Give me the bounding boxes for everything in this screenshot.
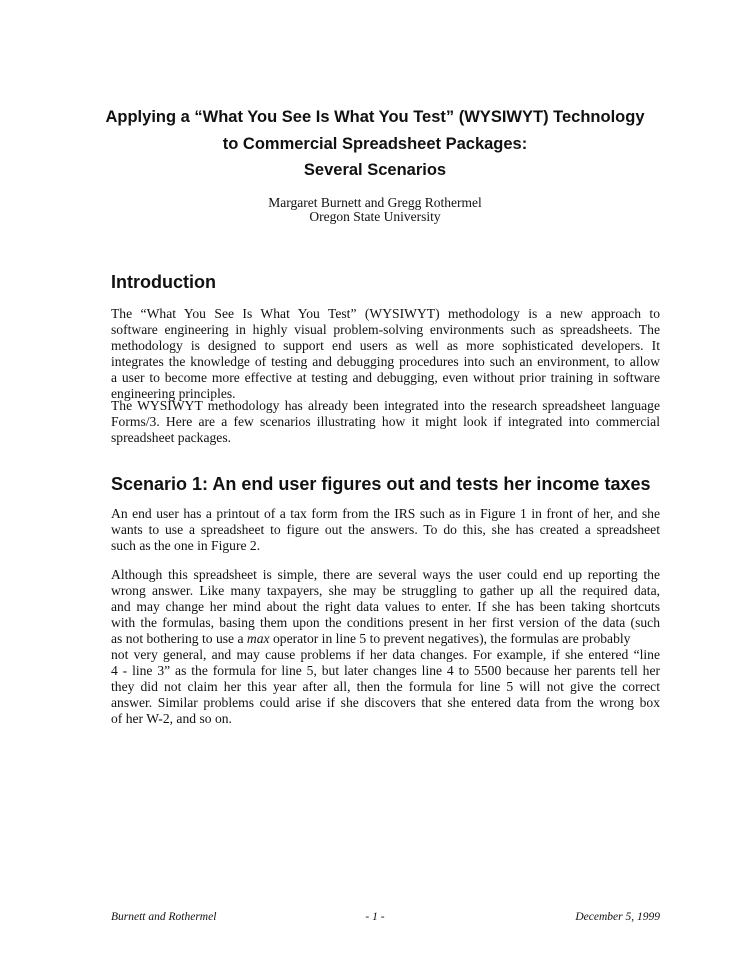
text-line <box>111 583 660 599</box>
italic-term: max <box>246 631 270 646</box>
text-span: An end user has a printout of a tax form from the IRS such as in Figure 1 in front of her, and she <box>111 506 660 521</box>
affiliation: Oregon State University <box>309 209 441 224</box>
text-line <box>111 414 660 430</box>
text-line <box>111 631 660 647</box>
title-line-2: to Commercial Spreadsheet Packages: <box>222 135 528 153</box>
text-span: and may change her mind about the right data values to enter. If she has been taking shortcuts <box>111 599 660 614</box>
section-heading-introduction: Introduction <box>111 272 216 292</box>
paragraph <box>111 398 660 446</box>
text-line <box>111 430 660 446</box>
title-line-3: Several Scenarios <box>303 161 447 179</box>
title-line-1: Applying a “What You See Is What You Test” (WYSIWYT) Technology <box>105 108 645 126</box>
text-span: as not bothering to use a <box>111 631 247 646</box>
footer-date: December 5, 1999 <box>575 911 660 923</box>
text-span: engineering principles. <box>111 386 236 401</box>
authors: Margaret Burnett and Gregg Rothermel <box>268 195 482 210</box>
paragraph <box>111 506 660 554</box>
text-line <box>111 370 660 386</box>
text-line <box>111 599 660 615</box>
section-heading-scenario-1: Scenario 1: An end user figures out and tests her income taxes <box>111 474 651 494</box>
text-span: Although this spreadsheet is simple, there are several ways the user could end up reporting the <box>111 567 660 582</box>
text-line <box>111 567 660 583</box>
text-span: software engineering in highly visual problem-solving environments such as spreadsheets. The <box>111 322 660 337</box>
text-span: with the formulas, basing them upon the conditions present in her first version of the data (such <box>111 615 660 630</box>
text-span: of her W-2, and so on. <box>111 711 232 726</box>
text-line <box>111 306 660 322</box>
text-line <box>111 538 660 554</box>
text-span: not very general, and may cause problems if her data changes. For example, if she entered “line <box>111 647 660 662</box>
text-line <box>111 322 660 338</box>
text-span: Forms/3. Here are a few scenarios illustrating how it might look if integrated into commercial <box>111 414 660 429</box>
text-span: The WYSIWYT methodology has already been integrated into the research spreadsheet language <box>111 398 660 413</box>
text-line <box>111 711 660 727</box>
text-line <box>111 663 660 679</box>
text-span: a user to become more effective at testing and debugging, even without prior training in software <box>111 370 660 385</box>
text-span: answer. Similar problems could arise if she discovers that she entered data from the wrong box <box>111 695 660 710</box>
text-line <box>111 522 660 538</box>
text-line <box>111 338 660 354</box>
paragraph <box>111 567 660 727</box>
text-line <box>111 398 660 414</box>
text-span: wants to use a spreadsheet to figure out the answers. To do this, she has created a spreadsheet <box>111 522 660 537</box>
text-span: methodology is designed to support end users as well as more sophisticated developers. It <box>111 338 660 353</box>
footer-authors: Burnett and Rothermel <box>111 911 217 923</box>
text-line <box>111 679 660 695</box>
text-span: integrates the knowledge of testing and debugging procedures into such an environment, to allow <box>111 354 660 369</box>
text-line <box>111 647 660 663</box>
text-span: wrong answer. Like many taxpayers, she may be struggling to gather up all the required data, <box>111 583 660 598</box>
text-span: 4 - line 3” as the formula for line 5, but later changes line 4 to 5500 because her parents tell her <box>111 663 660 678</box>
text-span: operator in line 5 to prevent negatives), the formulas are probably <box>269 631 631 646</box>
paragraph <box>111 306 660 402</box>
text-span: The “What You See Is What You Test” (WYSIWYT) methodology is a new approach to <box>111 306 660 321</box>
footer-page-number: - 1 - <box>365 911 385 923</box>
text-line <box>111 506 660 522</box>
text-line <box>111 615 660 631</box>
text-span: such as the one in Figure 2. <box>111 538 261 553</box>
text-line <box>111 695 660 711</box>
text-span: they did not claim her this year after all, then the formula for line 5 will not give the correct <box>111 679 660 694</box>
text-line <box>111 354 660 370</box>
text-span: spreadsheet packages. <box>111 430 232 445</box>
